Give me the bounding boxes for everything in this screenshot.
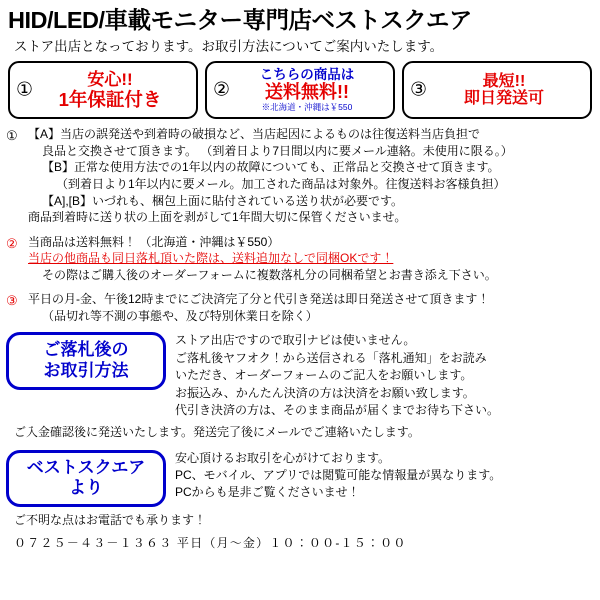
transaction-method-pill-line1: ご落札後の xyxy=(43,340,129,360)
from-shop-line-3: PCからも是非ご覧くださいませ！ xyxy=(175,485,360,500)
page-subtitle: ストア出店となっております。お取引方法についてご案内いたします。 xyxy=(14,39,444,55)
from-shop-pill-line1: ベストスクエア xyxy=(26,457,146,477)
transaction-method-pill-line2: お取引方法 xyxy=(43,361,129,381)
feature-box-warranty-line2: 1年保証付き xyxy=(58,88,162,110)
clause-dispatch xyxy=(6,291,594,324)
feature-box-dispatch-number: ③ xyxy=(410,79,428,101)
transaction-method-line-1: ストア出店ですので取引ナビは使いません。 xyxy=(175,333,416,348)
from-shop-line-2: PC、モバイル、アプリでは閲覧可能な情報量が異なります。 xyxy=(175,468,502,483)
clause-dispatch-line-1: 平日の月-金、午後12時までにご決済完了分と代引き発送は即日発送させて頂きます！ xyxy=(28,292,490,307)
clause-dispatch-line-2: （品切れ等不測の事態や、及び特別休業日を除く） xyxy=(42,308,318,323)
clause-shipping-marker: ② xyxy=(6,235,18,251)
feature-box-dispatch xyxy=(402,61,592,119)
feature-box-dispatch-line1: 最短!! xyxy=(482,73,526,91)
transaction-method-pill xyxy=(6,332,166,389)
feature-box-warranty-line1: 安心!! xyxy=(87,70,133,90)
feature-box-shipping-line2: 送料無料!! xyxy=(265,81,349,102)
from-shop-body xyxy=(175,450,594,502)
feature-box-shipping-note: ※北海道・沖縄は￥550 xyxy=(261,102,353,113)
from-shop-line-1: 安心頂けるお取引を心がけております。 xyxy=(175,450,391,465)
clause-warranty-line-3: 【B】正常な使用方法での1年以内の故障についても、正常品と交換させて頂きます。 xyxy=(42,160,500,175)
transaction-method-body xyxy=(175,332,594,419)
contact-note: ご不明な点はお電話でも承ります！ xyxy=(14,513,207,528)
transaction-method-footnote: ご入金確認後に発送いたします。発送完了後にメールでご連絡いたします。 xyxy=(14,425,420,440)
contact-phone: ０７２５－４３－１３６３ 平日（月～金）１０：００-１５：００ xyxy=(14,535,407,550)
from-shop-pill-line2: より xyxy=(69,478,103,498)
clause-warranty-line-5: 【A],[B】いづれも、梱包上面に貼付されている送り状が必要です。 xyxy=(42,193,404,208)
section-transaction-method xyxy=(6,332,594,419)
from-shop-pill xyxy=(6,450,166,507)
feature-boxes xyxy=(8,61,592,119)
transaction-method-line-5: 代引き決済の方は、そのまま商品が届くまでお待ち下さい。 xyxy=(175,402,500,417)
clause-shipping-line-1: 当商品は送料無料！ （北海道・沖縄は￥550） xyxy=(28,234,280,249)
clause-warranty-line-1: 【A】当店の誤発送や到着時の破損など、当店起因によるものは往復送料当店負担で xyxy=(28,127,481,142)
feature-box-shipping-number: ② xyxy=(213,79,231,101)
transaction-method-line-2: ご落札後ヤフオク！から送信される「落札通知」をお読み xyxy=(175,350,487,365)
clause-warranty-line-2: 良品と交換させて頂きます。 （到着日より7日間以内に要メール連絡。未使用に限る。） xyxy=(42,143,513,158)
clause-dispatch-marker: ③ xyxy=(6,293,18,309)
clause-shipping xyxy=(6,234,594,284)
clause-shipping-line-3: その際はご購入後のオーダーフォームに複数落札分の同梱希望とお書き添え下さい。 xyxy=(42,267,497,282)
feature-box-shipping-line1: こちらの商品は xyxy=(259,67,355,83)
feature-box-dispatch-line2: 即日発送可 xyxy=(463,90,544,108)
feature-box-shipping xyxy=(205,61,395,119)
section-from-shop xyxy=(6,450,594,507)
feature-box-warranty-number: ① xyxy=(16,79,34,101)
feature-box-warranty xyxy=(8,61,198,119)
clause-warranty-line-4: （到着日より1年以内に要メール。加工された商品は対象外。往復送料お客様負担） xyxy=(56,176,506,191)
transaction-method-line-4: お振込み、かんたん決済の方は決済をお願い致します。 xyxy=(175,385,475,400)
page-title: HID/LED/車載モニター専門店ベストスクエア xyxy=(8,7,472,33)
clause-shipping-line-2: 当店の他商品も同日落札頂いた際は、送料追加なしで同梱OKです！ xyxy=(28,251,394,266)
clause-warranty xyxy=(6,126,594,225)
transaction-method-line-3: いただき、オーダーフォームのご記入をお願いします。 xyxy=(175,368,473,383)
clause-warranty-marker: ① xyxy=(6,128,18,144)
clause-warranty-line-6: 商品到着時に送り状の上面を剥がして1年間大切に保管くださいませ。 xyxy=(28,210,407,225)
